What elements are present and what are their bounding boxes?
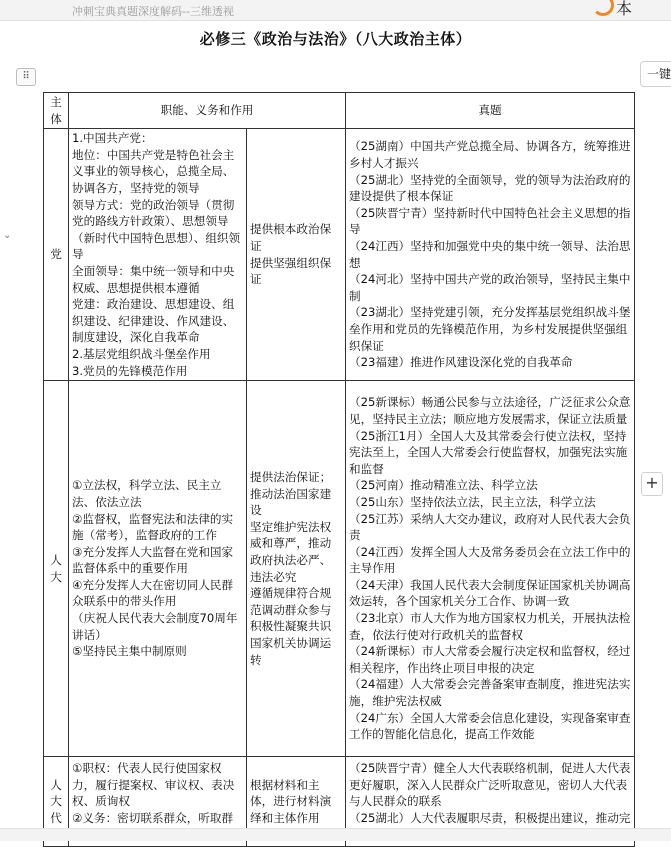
functions-cell [69, 129, 247, 381]
subject-cell: 党 [44, 129, 69, 381]
roles-line: 国家机关协调运转 [250, 635, 332, 667]
functions-line: ①职权：代表人民行使国家权力，履行提案权、审议权、表决权、质询权 [72, 761, 235, 809]
exam-cell [346, 381, 635, 757]
functions-line: ②义务：密切联系群众，听取群 [72, 810, 234, 825]
window-title: 冲刺宝典真题深度解码--三维透视 [72, 5, 234, 18]
exam-line: （25湖北）坚持党的全面领导，党的领导为法治政府的建设提供了根本保证 [349, 172, 631, 204]
roles-cell [247, 381, 346, 757]
roles-line: 提供坚强组织保证 [250, 255, 332, 287]
table-row-party [44, 129, 635, 381]
exam-line: （25山东）坚持依法立法，民主立法，科学立法 [349, 494, 596, 509]
table-drag-handle-icon[interactable]: ⠿ [16, 68, 36, 86]
exam-line: （25湖北）人大代表履职尽责，积极提出建议，推动完 [349, 810, 631, 825]
exam-line: （25河南）推动精准立法、科学立法 [349, 478, 538, 493]
table-row-npc [44, 381, 635, 757]
window-titlebar [0, 0, 671, 21]
chevron-down-icon[interactable]: ⌄ [3, 230, 12, 241]
add-column-button[interactable]: + [641, 472, 663, 496]
functions-line: ③充分发挥人大监督在党和国家监督体系中的重要作用 [72, 544, 234, 576]
functions-line: ②监督权，监督宪法和法律的实施（常考），监督政府的工作 [72, 511, 234, 543]
functions-line: 2.基层党组织战斗堡垒作用 [72, 346, 211, 361]
functions-line: 1.中国共产党： [72, 131, 153, 146]
exam-line: （25浙江1月）全国人大及其常委会行使立法权，坚持宪法至上，全国人大常委会行使监督权，加强宪法实施和监督 [349, 428, 628, 476]
exam-line: （25陕晋宁青）坚持新时代中国特色社会主义思想的指导 [349, 205, 631, 237]
exam-line: （23湖北）坚持党建引领，充分发挥基层党组织战斗堡垒作用和党员的先锋模范作用，为乡村发展提供坚强组织保证 [349, 305, 631, 353]
functions-line: 地位：中国共产党是特色社会主义事业的领导核心，总揽全局、协调各方，坚持党的领导 [72, 147, 235, 195]
functions-line: ①立法权，科学立法、民主立法、依法立法 [72, 478, 222, 509]
functions-line: 3.党员的先锋模范作用 [72, 363, 188, 378]
exam-line: （24福建）人大常委会完善备案审查制度，推进宪法实施，维护宪法权威 [349, 677, 631, 709]
exam-line: （24江西）坚持和加强党中央的集中统一领导、法治思想 [349, 239, 631, 270]
roles-line: 遵循规律符合规范调动群众参与积极性凝聚共识 [250, 586, 332, 634]
functions-line: 党建：政治建设、思想建设、组织建设、纪律建设、作风建设、制度建设，深化自我革命 [72, 297, 235, 345]
header-subject: 主体 [44, 93, 69, 129]
exam-line: （25陕晋宁青）健全人大代表联络机制，促进人大代表更好履职，深入人民群众广泛听取意见，密切人大代表与人民群众的联系 [349, 761, 631, 809]
functions-line: 全面领导：集中统一领导和中央权威、思想提供根本遵循 [72, 263, 235, 295]
exam-line: （24新课标）市人大常委会履行决定权和监督权，经过相关程序，作出终止项目申报的决定 [349, 644, 631, 675]
document-title: 必修三《政治与法治》（八大政治主体） [199, 30, 472, 48]
exam-line: （25江苏）采纳人大交办建议，政府对人民代表大会负责 [349, 511, 631, 543]
roles-line: 根据材料和主体，进行材料演绎和主体作用 [250, 777, 332, 825]
roles-cell [247, 129, 346, 381]
header-exam: 真题 [346, 93, 635, 129]
table-header-row [44, 93, 635, 129]
functions-line: ⑤坚持民主集中制原则 [72, 644, 187, 659]
roles-line: 坚定维护宪法权威和尊严，推动政府执法必严、违法必究 [250, 519, 332, 584]
exam-cell [346, 129, 635, 381]
roles-line: 提供法治保证；推动法治国家建设 [250, 470, 332, 518]
exam-line: （25新课标）畅通公民参与立法途径，广泛征求公众意见，坚持民主立法；顺应地方发展需求，保证立法质量 [349, 395, 631, 426]
exam-line: （25湖南）中国共产党总揽全局、协调各方，统筹推进乡村人才振兴 [349, 139, 631, 171]
functions-line: （庆祝人民代表大会制度70周年讲话） [72, 611, 238, 642]
exam-line: （24广东）全国人大常委会信息化建设，实现备案审查工作的智能化信息化，提高工作效能 [349, 710, 631, 742]
exam-line: （23北京）市人大作为地方国家权力机关，开展执法检查，依法行使对行政机关的监督权 [349, 611, 631, 642]
exam-line: （23福建）推进作风建设深化党的自我革命 [349, 355, 573, 370]
header-functions: 职能、义务和作用 [69, 93, 346, 129]
subject-cell: 人大 [44, 381, 69, 757]
exam-line: （24江西）发挥全国人大及常务委员会在立法工作中的主导作用 [349, 544, 631, 576]
one-key-button[interactable]: 一键 [640, 61, 671, 87]
exam-line: （24河北）坚持中国共产党的政治领导，坚持民主集中制 [349, 272, 631, 303]
roles-line: 提供根本政治保证 [250, 222, 332, 254]
status-bar [0, 828, 671, 841]
functions-cell [69, 381, 247, 757]
subject-cell: 人大代 [44, 757, 69, 847]
subjects-table [43, 92, 635, 847]
functions-line: 领导方式：党的政治领导（贯彻党的路线方针政策）、思想领导（新时代中国特色思想）、组织领导 [72, 197, 241, 262]
app-logo-icon [592, 0, 614, 16]
exam-line: （24天津）我国人民代表大会制度保证国家机关协调高效运转，各个国家机关分工合作、协调一致 [349, 577, 631, 609]
overflow-glyph: 本 [616, 0, 633, 18]
functions-line: ④充分发挥人大在密切同人民群众联系中的带头作用 [72, 577, 234, 609]
